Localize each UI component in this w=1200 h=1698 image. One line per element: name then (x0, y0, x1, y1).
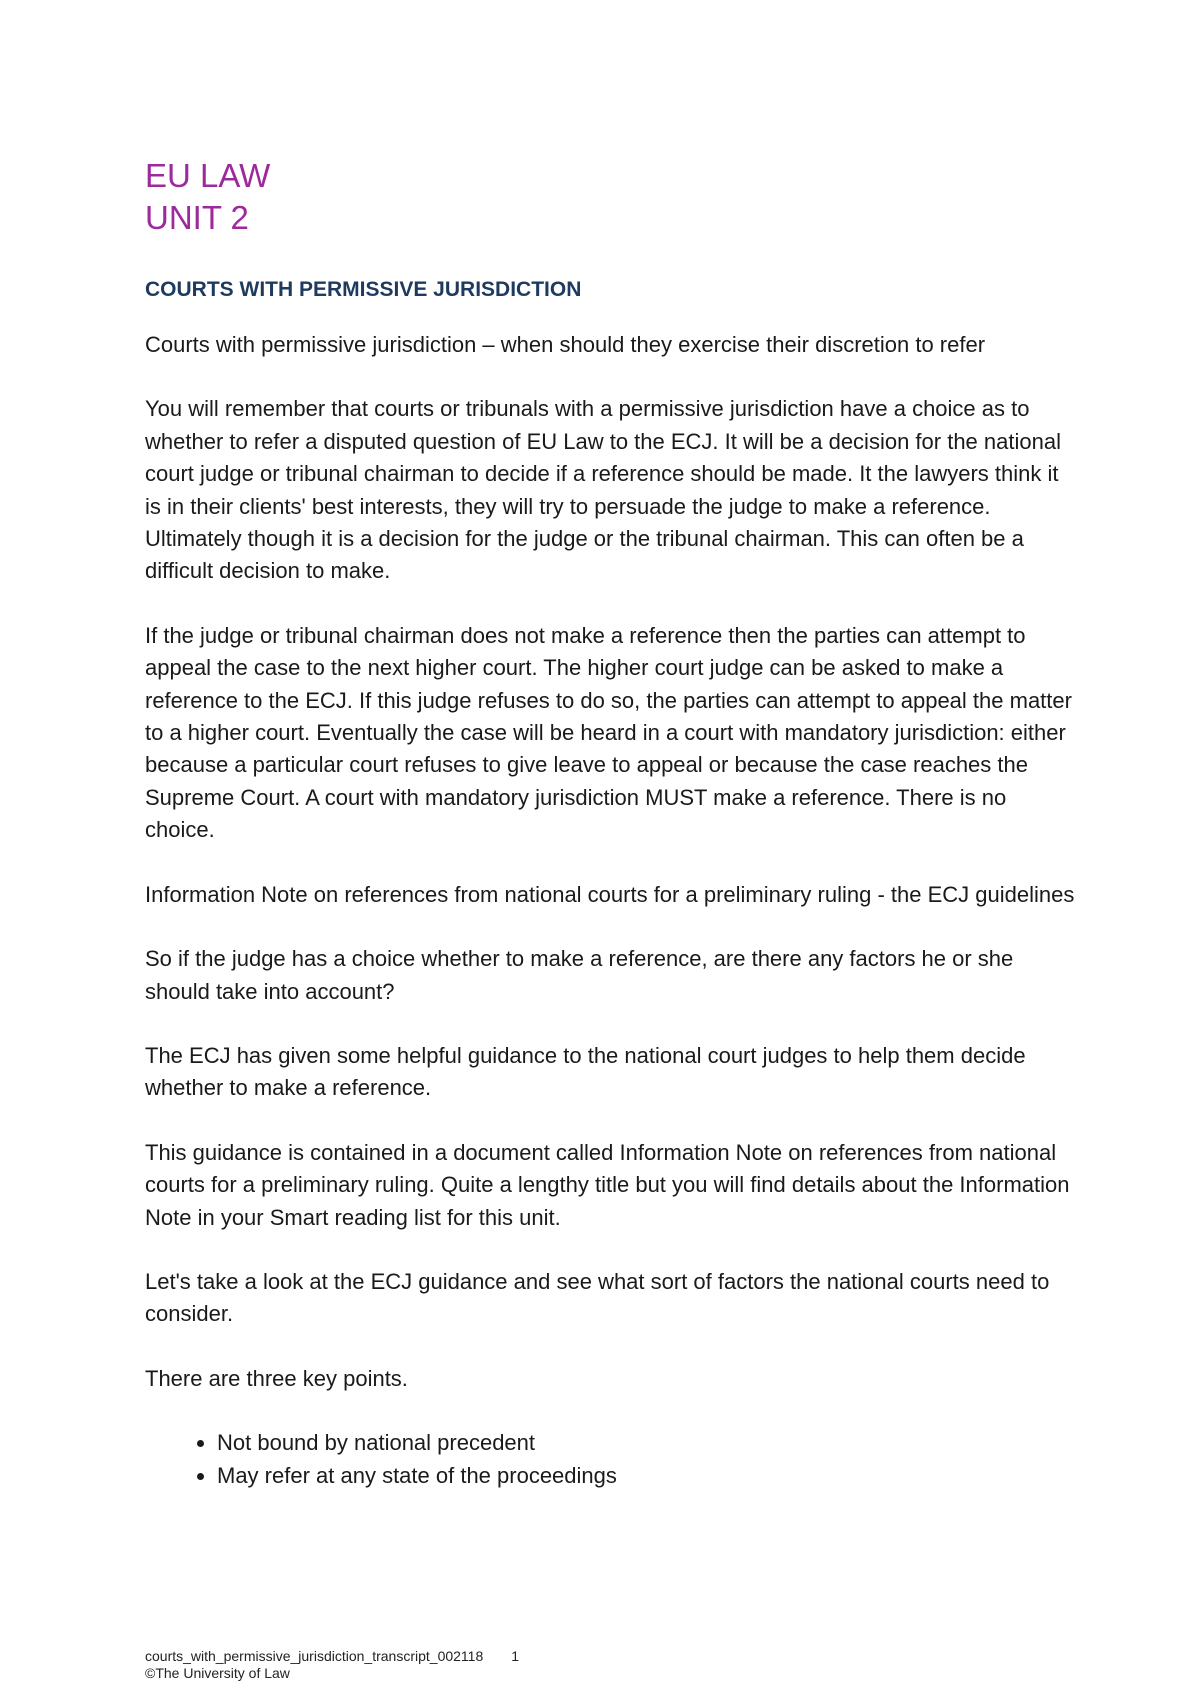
list-item: • Not bound by national precedent (217, 1427, 1075, 1459)
page-number: 1 (511, 1648, 520, 1664)
title-line-1: EU LAW (145, 157, 271, 194)
paragraph: If the judge or tribunal chairman does not make a reference then the parties can attempt to appeal the case to the next higher court. The higher court judge can be asked to make a reference to the ECJ. If this judge refuses to do so, the parties can attempt to appeal the matter to a higher court. Eventually the case will be heard in a court with mandatory jurisdiction: either because a particular court refuses to give leave to appeal or because the case reaches the Supreme Court. A court with mandatory jurisdiction MUST make a reference. There is no choice. (145, 622, 1072, 843)
title-line-2: UNIT 2 (145, 199, 249, 236)
paragraph: You will remember that courts or tribunals with a permissive jurisdiction have a choice as to whether to refer a disputed question of EU Law to the ECJ. It will be a decision for the national court judge or tribunal chairman to decide if a reference should be made. It the lawyers think it is in their clients' best interests, they will try to persuade the judge to make a reference. Ultimately though it is a decision for the judge or the tribunal chairman. This can often be a difficult decision to make. (145, 396, 1061, 584)
document-title (145, 155, 1075, 239)
document-body (145, 155, 1075, 1492)
footer-filename: courts_with_permissive_jurisdiction_transcript_002118 (145, 1648, 484, 1664)
key-points-list (145, 1427, 1075, 1492)
paragraph: There are three key points. (145, 1365, 408, 1391)
footer-copyright: ©The University of Law (145, 1665, 290, 1681)
section-heading: COURTS WITH PERMISSIVE JURISDICTION (145, 278, 582, 301)
paragraph: This guidance is contained in a document called Information Note on references from national courts for a preliminary ruling. Quite a lengthy title but you will find details about the Information Note in your Smart reading list for this unit. (145, 1139, 1070, 1230)
paragraph: Let's take a look at the ECJ guidance and see what sort of factors the national courts need to consider. (145, 1268, 1050, 1327)
page-footer (145, 1648, 519, 1682)
paragraph: The ECJ has given some helpful guidance to the national court judges to help them decide whether to make a reference. (145, 1042, 1026, 1101)
paragraph: Courts with permissive jurisdiction – when should they exercise their discretion to refer (145, 332, 986, 357)
list-item: • May refer at any state of the proceedings (217, 1460, 1075, 1492)
paragraph: So if the judge has a choice whether to make a reference, are there any factors he or she should take into account? (145, 946, 1014, 1004)
paragraph: Information Note on references from national courts for a preliminary ruling - the ECJ guidelines (145, 881, 1075, 907)
